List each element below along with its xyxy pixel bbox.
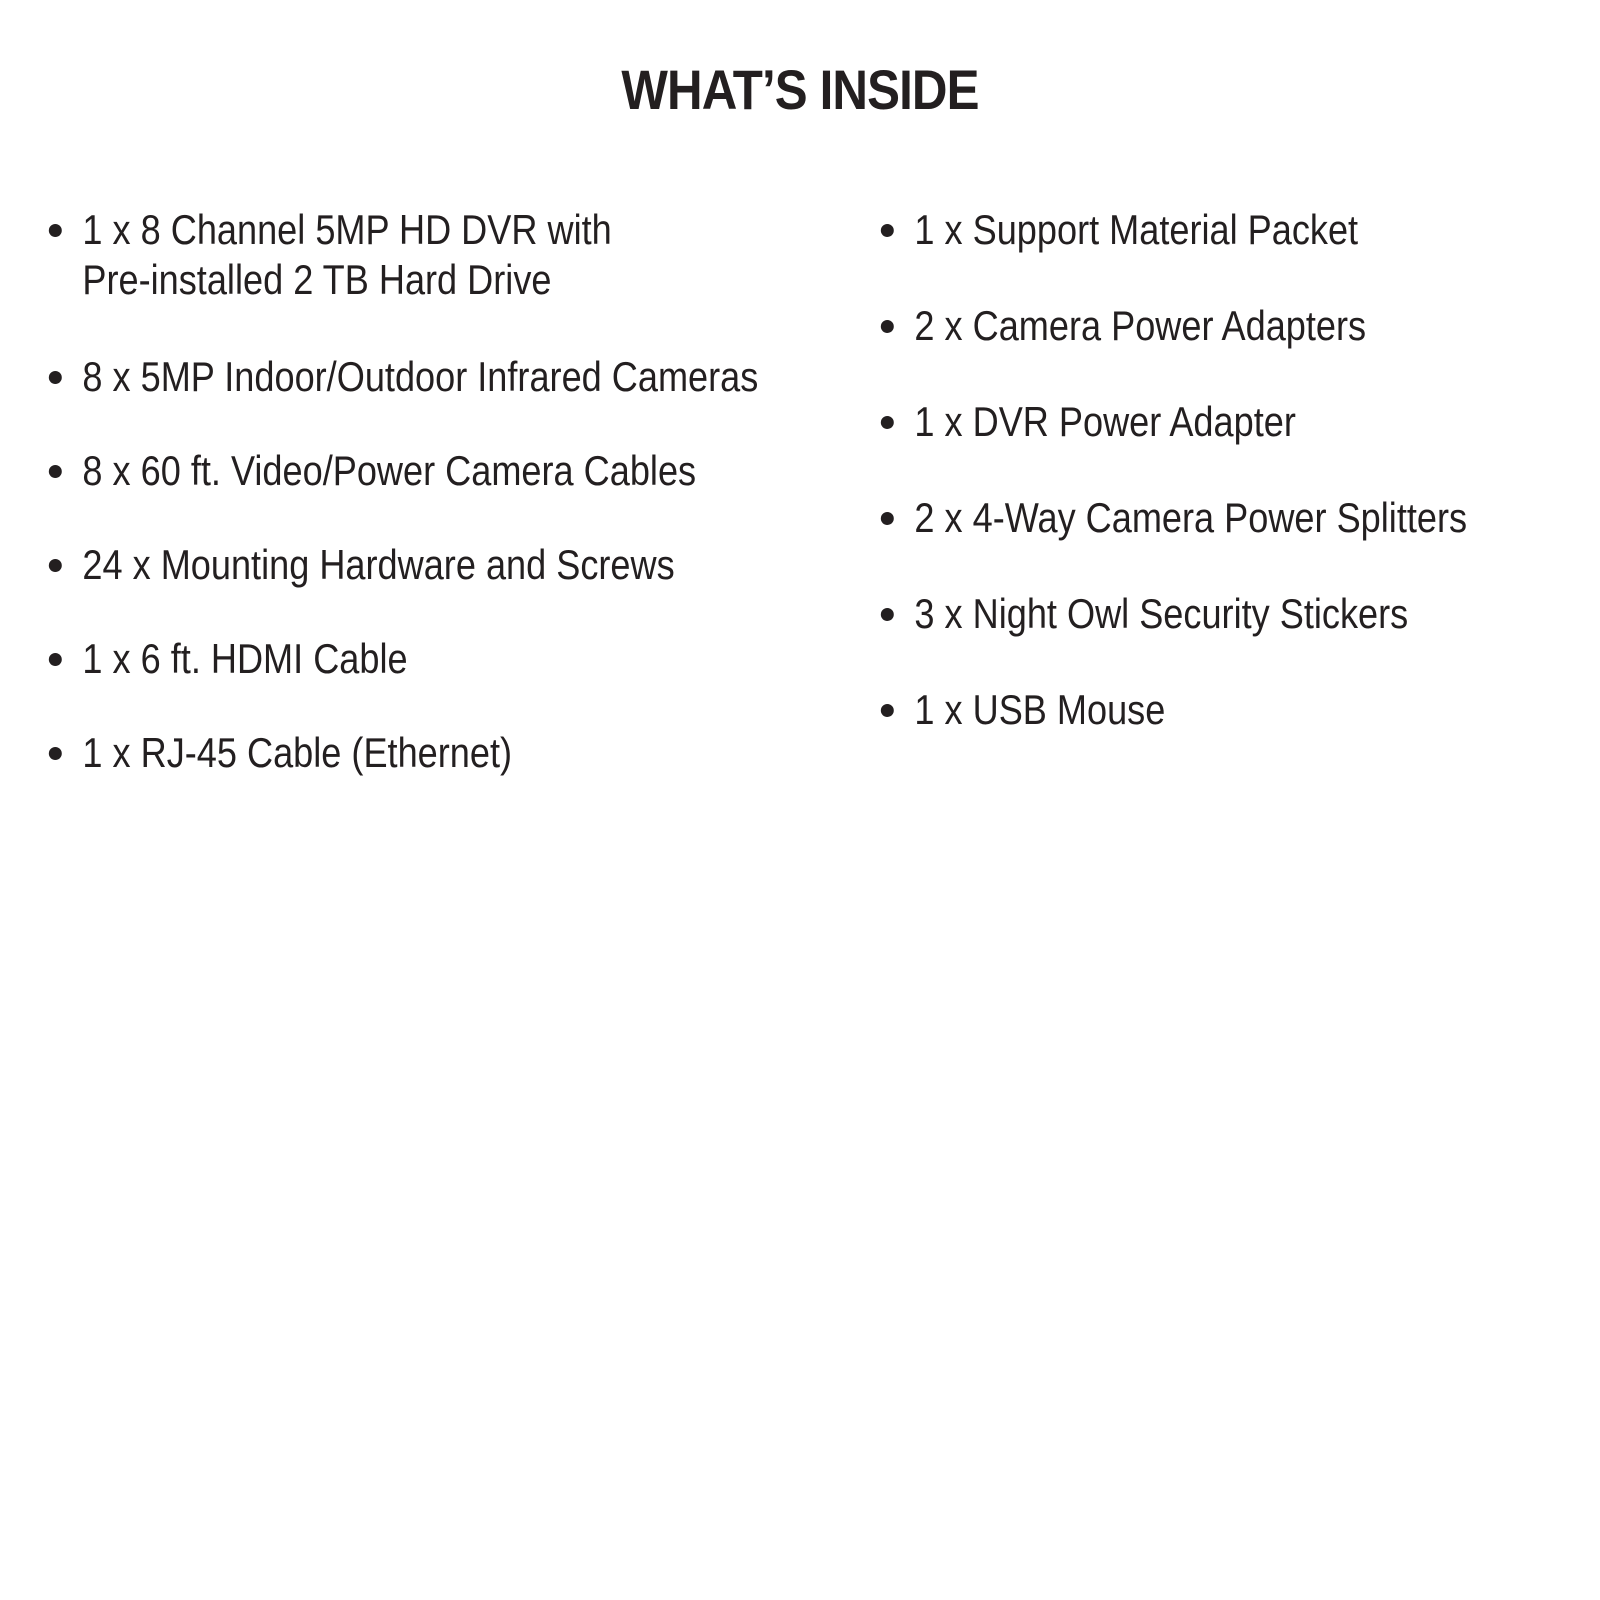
bullet-dot-icon: [881, 224, 894, 237]
list-item: [48, 446, 762, 496]
list-item: [880, 493, 1491, 543]
bullet-dot-icon: [881, 512, 894, 525]
list-item: [48, 352, 762, 402]
list-item: [880, 397, 1491, 447]
list-item: [48, 634, 762, 684]
bullet-dot-icon: [49, 653, 62, 666]
list-item: [880, 301, 1491, 351]
item-text: 2 x 4-Way Camera Power Splitters: [914, 494, 1468, 541]
list-item: [48, 205, 762, 305]
bullet-dot-icon: [881, 704, 894, 717]
contents-list-right: [880, 205, 1590, 781]
bullet-dot-icon: [49, 559, 62, 572]
page-title: WHAT’S INSIDE: [621, 58, 979, 121]
bullet-dot-icon: [49, 371, 62, 384]
bullet-dot-icon: [49, 747, 62, 760]
item-text: 2 x Camera Power Adapters: [914, 302, 1367, 349]
bullet-dot-icon: [49, 224, 62, 237]
item-text: 1 x 8 Channel 5MP HD DVR with: [82, 206, 612, 253]
list-item: [880, 589, 1491, 639]
item-text: 1 x DVR Power Adapter: [914, 398, 1296, 445]
list-item: [48, 728, 762, 778]
list-item: [880, 685, 1491, 735]
item-text: 24 x Mounting Hardware and Screws: [82, 541, 675, 588]
contents-list-left: [48, 205, 878, 822]
item-text: 1 x USB Mouse: [914, 686, 1166, 733]
bullet-dot-icon: [881, 608, 894, 621]
item-text: 1 x Support Material Packet: [914, 206, 1359, 253]
list-item: [880, 205, 1491, 255]
item-text: 3 x Night Owl Security Stickers: [914, 590, 1409, 637]
bullet-dot-icon: [881, 416, 894, 429]
item-text: 1 x 6 ft. HDMI Cable: [82, 635, 408, 682]
item-text: 8 x 60 ft. Video/Power Camera Cables: [82, 447, 697, 494]
item-text: 8 x 5MP Indoor/Outdoor Infrared Cameras: [82, 353, 759, 400]
list-item: [48, 540, 762, 590]
item-text: 1 x RJ-45 Cable (Ethernet): [82, 729, 513, 776]
bullet-dot-icon: [881, 320, 894, 333]
bullet-dot-icon: [49, 465, 62, 478]
item-text-continued: Pre-installed 2 TB Hard Drive: [82, 256, 552, 303]
